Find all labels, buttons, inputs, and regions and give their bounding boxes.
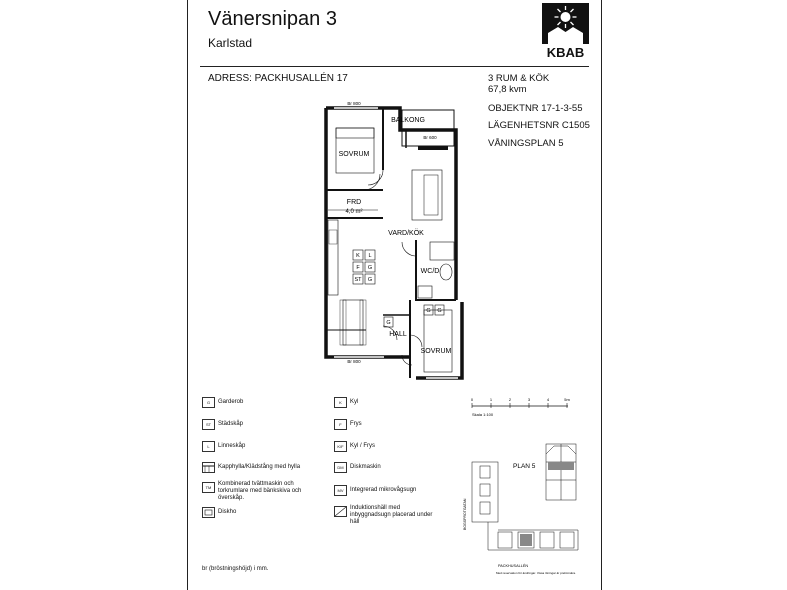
kbab-logo: [542, 3, 589, 59]
legend-icon-linen-closet: L: [202, 441, 215, 452]
legend-icon-sink: [202, 507, 215, 518]
living-kitchen-label: VARD/KÖK: [388, 230, 424, 237]
header-divider: [200, 66, 589, 67]
street-label: PACKHUSALLÉN: [498, 564, 529, 568]
legend-label: Garderob: [218, 399, 244, 405]
legend-label: Kyl / Frys: [350, 443, 375, 449]
sill-height-label: Br 600: [423, 135, 437, 140]
wardrobe-code: G: [426, 308, 431, 314]
wardrobe-code: G: [437, 308, 442, 314]
island-code: F: [356, 265, 360, 271]
legend-label: Frys: [350, 421, 362, 427]
address-label: ADRESS: PACKHUSALLÉN 17: [208, 73, 348, 84]
legend-icon-washer-dryer: TM: [202, 482, 215, 493]
storage-label: FRD: [346, 199, 362, 206]
legend-label: Kyl: [350, 399, 359, 405]
floorplan-sheet: [187, 0, 602, 590]
floor-plan-drawing: [318, 100, 468, 390]
key-plan: [458, 440, 588, 580]
object-number: OBJEKTNR 17-1-3-55: [488, 103, 583, 114]
storage-area-label: 4,0 m²: [345, 209, 363, 215]
scale-tick: 3: [527, 397, 531, 402]
legend-label: Induktionshäll med inbyggnadsugn placerad under häll: [350, 505, 433, 525]
floor-plan-label: VÅNINGSPLAN 5: [488, 138, 564, 149]
scale-bar: [468, 394, 578, 426]
balcony-label: BALKONG: [391, 117, 425, 124]
legend-icon-dishwasher: DM: [334, 462, 347, 473]
legend-icon-fridge: K: [334, 397, 347, 408]
brand-text: KBAB: [546, 45, 585, 59]
legend-icon-fridge-freezer: K/F: [334, 441, 347, 452]
legend-icon-freezer: F: [334, 419, 347, 430]
wc-label: WC/D: [420, 268, 440, 275]
sill-height-label: Br 800: [347, 359, 361, 364]
legend-label: Kapphylla/Klädstång med hylla: [218, 464, 301, 470]
legend-label: Kombinerad tvättmaskin och torkrumlare med bänkskiva och överskåp.: [218, 481, 302, 501]
legend-label: Städskåp: [218, 421, 244, 427]
island-code: ST: [354, 277, 362, 283]
area-label: 67,8 kvm: [488, 84, 527, 95]
legend-icon-cleaning-closet: ST: [202, 419, 215, 430]
side-street-label: BOGSPROTGATAN: [463, 498, 467, 530]
legend-icon-induction-hob: [334, 506, 347, 517]
scale-tick: 1: [489, 397, 493, 402]
scale-label: Skala 1:100: [472, 412, 494, 417]
legend-label: Diskmaskin: [350, 464, 381, 470]
scale-tick: 5m: [564, 397, 570, 402]
project-title: Vänersnipan 3: [208, 8, 337, 30]
island-code: G: [367, 265, 373, 271]
apartment-number: LÄGENHETSNR C1505: [488, 120, 590, 131]
island-code: L: [368, 253, 372, 259]
key-plan-label: PLAN 5: [513, 463, 536, 470]
city-label: Karlstad: [208, 36, 253, 50]
disclaimer-text: Med reservation för ändringar. Vissa ritningar är preliminära.: [496, 571, 576, 575]
hall-label: HALL: [389, 331, 407, 338]
scale-tick: 2: [508, 397, 512, 402]
scale-tick: 0: [470, 397, 474, 402]
legend-label: Integrerad mikrovågsugn: [350, 487, 417, 493]
legend-icon-wardrobe: G: [202, 397, 215, 408]
scale-tick: 4: [546, 397, 550, 402]
legend-label: Diskho: [218, 509, 237, 515]
rooms-label: 3 RUM & KÖK: [488, 73, 550, 84]
sill-height-label: Br 800: [347, 101, 361, 106]
island-code: K: [356, 253, 360, 259]
bedroom-label: SOVRUM: [338, 151, 370, 158]
legend-icon-microwave: MV: [334, 485, 347, 496]
legend-label: Linneskåp: [218, 443, 246, 449]
bedroom-label: SOVRUM: [420, 348, 452, 355]
legend-icon-coat-rack: [202, 462, 215, 473]
footnote: br (bröstningshöjd) i mm.: [202, 566, 269, 572]
island-code: G: [367, 277, 373, 283]
wardrobe-code: G: [386, 320, 391, 326]
